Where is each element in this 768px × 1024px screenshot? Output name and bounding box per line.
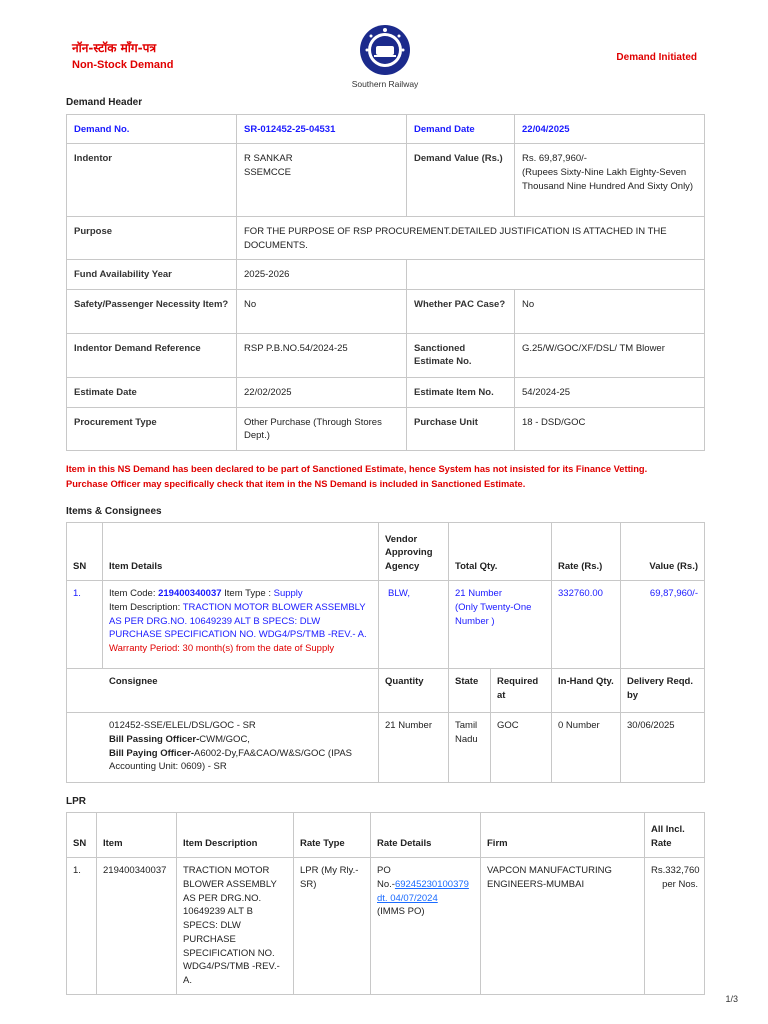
indentor	[237, 144, 407, 217]
items-title: Items & Consignees	[66, 506, 162, 517]
purchase-unit: 18 - DSD/GOC	[515, 407, 705, 450]
pac-label: Whether PAC Case?	[407, 289, 515, 333]
procurement-label: Procurement Type	[67, 407, 237, 450]
item-sn: 1.	[67, 581, 103, 669]
consignee-inhand: 0 Number	[552, 713, 621, 783]
col-consignee: Consignee	[67, 669, 379, 713]
item-desc: TRACTION MOTOR BLOWER ASSEMBLY AS PER DRG.NO. 10649239 ALT B SPECS: DLW PURCHASE SPECIFICATION NO. WDG4/PS/TMB -REV.- A.	[109, 601, 367, 641]
finance-warning	[66, 462, 716, 492]
indentor-ref: RSP P.B.NO.54/2024-25	[237, 333, 407, 377]
col-inhand: In-Hand Qty.	[552, 669, 621, 713]
demand-no-label: Demand No.	[67, 115, 237, 144]
warning-line-1: Item in this NS Demand has been declared to be part of Sanctioned Estimate, hence System has not insisted for its Finance Vetting.	[66, 464, 648, 474]
po-link[interactable]: 69245230100379 dt. 04/07/2024	[377, 878, 469, 904]
lpr-col-rate: All Incl. Rate	[645, 813, 705, 858]
purpose-label: Purpose	[67, 217, 237, 260]
item-qty-number: 21 Number	[455, 588, 502, 599]
consignee-required-at: GOC	[491, 713, 552, 783]
safety: No	[237, 289, 407, 333]
item-code: 219400340037	[158, 588, 222, 599]
table-row	[67, 581, 705, 669]
demand-header-title: Demand Header	[66, 97, 143, 108]
item-qty-words: (Only Twenty-One Number )	[455, 601, 532, 627]
warranty: Warranty Period: 30 month(s) from the date of Supply	[109, 643, 335, 655]
po-label: PO No.-	[377, 865, 395, 890]
indentor-label: Indentor	[67, 144, 237, 217]
col-rate: Rate (Rs.)	[552, 523, 621, 581]
consignee	[67, 713, 379, 783]
col-quantity: Quantity	[379, 669, 449, 713]
fund-year-label: Fund Availability Year	[67, 259, 237, 289]
page-number: 1/3	[725, 993, 738, 1004]
demand-header-table	[66, 114, 705, 451]
page-title: Non-Stock Demand	[72, 59, 174, 71]
item-details	[103, 581, 379, 669]
lpr-rate-details	[371, 858, 481, 995]
pac: No	[515, 289, 705, 333]
demand-no: SR-012452-25-04531	[237, 115, 407, 144]
item-qty	[449, 581, 552, 669]
sanctioned: G.25/W/GOC/XF/DSL/ TM Blower	[515, 333, 705, 377]
lpr-title: LPR	[66, 796, 86, 807]
lpr-table	[66, 812, 705, 995]
col-vendor: Vendor Approving Agency	[379, 523, 449, 581]
col-total-qty: Total Qty.	[449, 523, 552, 581]
po-suffix: (IMMS PO)	[377, 906, 425, 918]
bpo-label: Bill Passing Officer-	[109, 733, 200, 745]
item-type: Supply	[273, 588, 303, 599]
consignee-row	[67, 713, 705, 783]
lpr-rate: Rs.332,760 per Nos.	[645, 858, 705, 995]
item-desc-label: Item Description:	[109, 601, 183, 613]
demand-value-amount: Rs. 69,87,960/-	[522, 153, 587, 164]
col-state: State	[449, 669, 491, 713]
hindi-title: नॉन-स्टॉक माँग-पत्र	[72, 41, 157, 55]
demand-value-words: (Rupees Sixty-Nine Lakh Eighty-Seven Thousand Nine Hundred And Sixty Only)	[522, 166, 694, 192]
purchase-unit-label: Purchase Unit	[407, 407, 515, 450]
lpr-firm: VAPCON MANUFACTURING ENGINEERS-MUMBAI	[481, 858, 645, 995]
demand-date: 22/04/2025	[515, 115, 705, 144]
item-rate: 332760.00	[552, 581, 621, 669]
items-table	[66, 522, 705, 783]
procurement: Other Purchase (Through Stores Dept.)	[237, 407, 407, 450]
bpy-label: Bill Paying Officer-	[109, 747, 194, 759]
demand-date-label: Demand Date	[407, 115, 515, 144]
demand-value	[515, 144, 705, 217]
estimate-item-label: Estimate Item No.	[407, 377, 515, 407]
col-value: Value (Rs.)	[621, 523, 705, 581]
estimate-date-label: Estimate Date	[67, 377, 237, 407]
fund-year: 2025-2026	[237, 259, 407, 289]
railway-name: Southern Railway	[351, 79, 419, 89]
safety-label: Safety/Passenger Necessity Item?	[67, 289, 237, 333]
col-sn: SN	[67, 523, 103, 581]
purpose: FOR THE PURPOSE OF RSP PROCUREMENT.DETAILED JUSTIFICATION IS ATTACHED IN THE DOCUMENTS.	[237, 217, 705, 260]
lpr-col-firm: Firm	[481, 813, 645, 858]
lpr-col-sn: SN	[67, 813, 97, 858]
indentor-name: R SANKAR	[244, 153, 293, 164]
item-type-label: Item Type :	[221, 588, 274, 599]
lpr-col-rate-type: Rate Type	[294, 813, 371, 858]
estimate-item: 54/2024-25	[515, 377, 705, 407]
lpr-rate-type: LPR (My Rly.-SR)	[294, 858, 371, 995]
empty-cell	[407, 259, 705, 289]
consignee-state: Tamil Nadu	[449, 713, 491, 783]
bpy: A6002-Dy,FA&CAO/W&S/GOC (IPAS Accounting Unit: 0609) - SR	[109, 747, 353, 773]
indentor-ref-label: Indentor Demand Reference	[67, 333, 237, 377]
estimate-date: 22/02/2025	[237, 377, 407, 407]
col-item-details: Item Details	[103, 523, 379, 581]
consignee-quantity: 21 Number	[379, 713, 449, 783]
bpo: CWM/GOC,	[199, 733, 250, 745]
col-delivery: Delivery Reqd. by	[621, 669, 705, 713]
lpr-sn: 1.	[67, 858, 97, 995]
lpr-desc: TRACTION MOTOR BLOWER ASSEMBLY AS PER DRG.NO. 10649239 ALT B SPECS: DLW PURCHASE SPECIFICATION NO. WDG4/PS/TMB -REV.- A.	[177, 858, 294, 995]
warning-line-2: Purchase Officer may specifically check that item in the NS Demand is included in Sanctioned Estimate.	[66, 478, 526, 489]
lpr-col-rate-details: Rate Details	[371, 813, 481, 858]
item-vendor: BLW,	[379, 581, 449, 669]
demand-value-label: Demand Value (Rs.)	[407, 144, 515, 217]
sanctioned-label: Sanctioned Estimate No.	[407, 333, 515, 377]
status-badge: Demand Initiated	[616, 52, 697, 63]
item-value: 69,87,960/-	[621, 581, 705, 669]
lpr-col-item: Item	[97, 813, 177, 858]
indian-railways-logo	[359, 24, 411, 76]
consignee-delivery: 30/06/2025	[621, 713, 705, 783]
consignee-code: 012452-SSE/ELEL/DSL/GOC - SR	[109, 720, 256, 731]
lpr-col-desc: Item Description	[177, 813, 294, 858]
indentor-designation: SSEMCCE	[244, 166, 291, 178]
lpr-item: 219400340037	[97, 858, 177, 995]
table-row	[67, 858, 705, 995]
col-required-at: Required at	[491, 669, 552, 713]
item-code-label: Item Code:	[109, 588, 159, 599]
